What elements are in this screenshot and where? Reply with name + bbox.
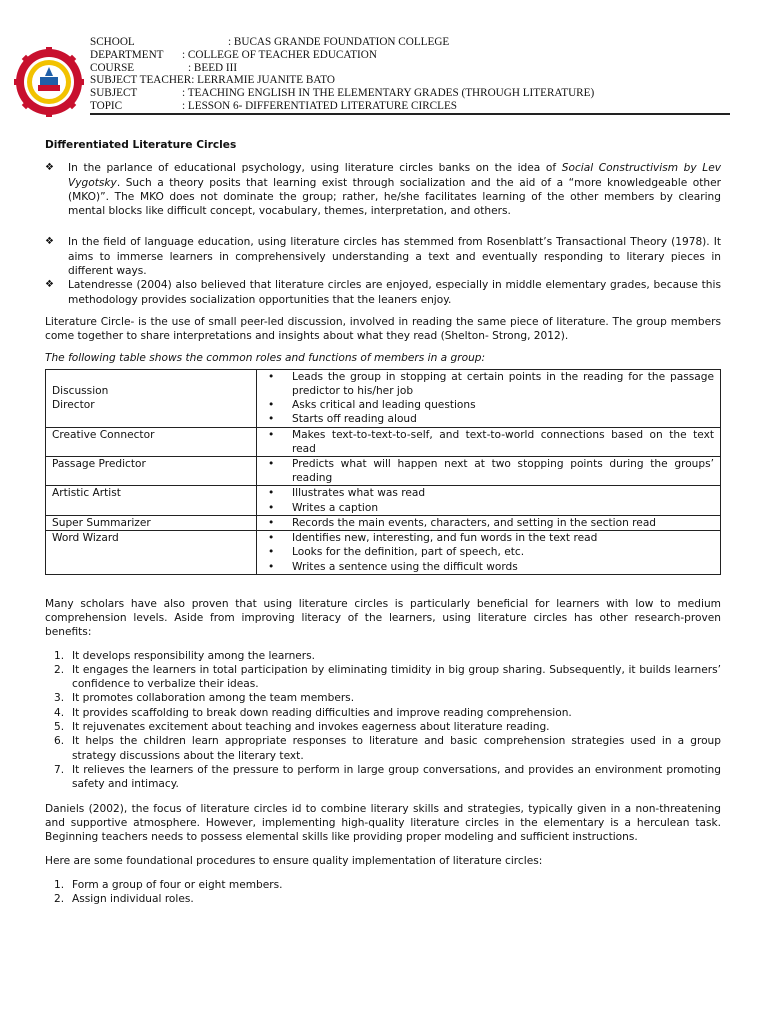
function-text: Looks for the definition, part of speech, etc. <box>292 546 525 559</box>
list-number: 2. <box>54 893 65 906</box>
functions-cell <box>257 369 721 427</box>
benefits-list <box>45 649 721 792</box>
definition-paragraph: Literature Circle- is the use of small peer-led discussion, involved in reading the same piece of literature. The group members come together to share interpretations and insights about what they read (Shelton- Strong, 2012). <box>45 315 721 343</box>
bullet-text: In the field of language education, using literature circles has stemmed from Rosenblatt’s Transactional Theory (1978). It aims to immerse learners in comprehensively understanding a text and eventually responding to literary pieces in different ways. <box>68 236 721 278</box>
function-item <box>265 531 714 545</box>
bullet-text: In the parlance of educational psychology, using literature circles banks on the idea of <box>68 162 562 175</box>
table-caption: The following table shows the common roles and functions of members in a group: <box>45 351 486 364</box>
list-item-text: It provides scaffolding to break down reading difficulties and improve reading comprehension. <box>72 706 572 719</box>
role-cell <box>46 369 257 427</box>
function-text: Starts off reading aloud <box>292 413 417 426</box>
benefits-intro: Many scholars have also proven that using literature circles is particularly beneficial for learners with low to medium comprehension levels. Aside from improving literacy of the learners, using literature circles has other research-proven benefits: <box>45 597 721 639</box>
document-body <box>45 138 721 906</box>
list-item-text: It helps the children learn appropriate responses to literature and basic comprehension strategies used in a group strategy discussions about the literary text. <box>72 735 721 762</box>
header-label: SUBJECT <box>90 87 138 100</box>
role-name: Word Wizard <box>52 532 119 545</box>
functions-cell <box>257 427 721 456</box>
function-item <box>265 398 714 412</box>
header-row-department <box>90 49 730 62</box>
header-row-school <box>90 36 730 49</box>
header-row-subject <box>90 87 730 100</box>
function-text: Writes a caption <box>292 501 379 514</box>
bullet-item <box>45 235 721 278</box>
procedures-intro: Here are some foundational procedures to ensure quality implementation of literature circles: <box>45 855 543 868</box>
list-item-text: Form a group of four or eight members. <box>72 878 283 891</box>
role-cell <box>46 427 257 456</box>
function-text: Leads the group in stopping at certain points in the reading for the passage predictor to his/her job <box>292 370 714 398</box>
list-item-text: It develops responsibility among the learners. <box>72 649 316 662</box>
diamond-bullet-icon: ❖ <box>45 279 54 291</box>
list-number: 2. <box>54 663 65 676</box>
header-label: COURSE <box>90 61 135 74</box>
function-text: Makes text-to-text-to-self, and text-to-world connections based on the text read <box>292 428 714 455</box>
diamond-bullet-icon: ❖ <box>45 162 54 174</box>
function-item <box>265 457 714 485</box>
list-item <box>45 720 721 734</box>
list-item-text: It rejuvenates excitement about teaching and invokes eagerness about literature reading. <box>72 721 550 734</box>
header-value: : LERRAMIE JUANITE BATO <box>191 74 335 87</box>
list-item-text: Assign individual roles. <box>72 893 194 906</box>
role-name: Passage Predictor <box>52 458 146 471</box>
functions-cell <box>257 531 721 575</box>
bullet-dot-icon: • <box>268 428 275 441</box>
bullet-text: Latendresse (2004) also believed that literature circles are enjoyed, especially in middle elementary grades, because this methodology provides socialization opportunities that the leaners enjoy. <box>68 279 721 306</box>
function-text: Illustrates what was read <box>292 487 426 500</box>
bullet-dot-icon: • <box>268 487 275 500</box>
list-number: 3. <box>54 692 65 705</box>
table-row <box>46 531 721 575</box>
header-value: : BUCAS GRANDE FOUNDATION COLLEGE <box>228 36 450 48</box>
list-item <box>45 706 721 720</box>
function-item <box>265 486 714 500</box>
list-item <box>45 763 721 792</box>
function-item <box>265 501 714 515</box>
bullet-dot-icon: • <box>268 560 275 573</box>
list-item <box>45 691 721 705</box>
diamond-bullet-icon: ❖ <box>45 236 54 248</box>
list-number: 1. <box>54 878 65 891</box>
list-number: 7. <box>54 763 65 776</box>
bullet-dot-icon: • <box>268 399 275 412</box>
list-number: 6. <box>54 735 65 748</box>
bullet-dot-icon: • <box>268 516 275 529</box>
table-row <box>46 427 721 456</box>
list-number: 5. <box>54 721 65 734</box>
header-label: SUBJECT TEACHER <box>90 74 192 87</box>
procedures-list <box>45 878 721 907</box>
table-row <box>46 486 721 515</box>
header-value: : LESSON 6- DIFFERENTIATED LITERATURE CIRCLES <box>182 99 458 112</box>
table-row <box>46 369 721 427</box>
role-cell <box>46 531 257 575</box>
function-text: Identifies new, interesting, and fun words in the text read <box>292 532 598 545</box>
section-heading: Differentiated Literature Circles <box>45 139 237 151</box>
list-number: 1. <box>54 649 65 662</box>
document-header <box>90 36 730 113</box>
bullet-dot-icon: • <box>268 532 275 545</box>
function-item <box>265 545 714 559</box>
functions-cell <box>257 515 721 530</box>
function-text: Writes a sentence using the difficult words <box>292 560 518 573</box>
function-item <box>265 370 714 398</box>
roles-table <box>45 369 721 575</box>
role-name: Artistic Artist <box>52 487 121 500</box>
functions-cell <box>257 457 721 486</box>
function-text: Asks critical and leading questions <box>292 399 476 412</box>
role-name: Creative Connector <box>52 428 155 441</box>
bullet-dot-icon: • <box>268 413 275 426</box>
daniels-paragraph: Daniels (2002), the focus of literature circles id to combine literary skills and strategies, typically given in a non-threatening and supportive atmosphere. However, implementing high-quality literature circles in the elementary is a herculean task. Beginning teachers needs to possess elemental skills like providing proper modeling and sufficient instructions. <box>45 802 721 844</box>
list-item-text: It engages the learners in total participation by eliminating timidity in big group sharing. Subsequently, it builds learners’ confidence to verbalize their ideas. <box>72 663 721 691</box>
function-item <box>265 516 714 530</box>
list-item <box>45 892 721 906</box>
school-seal-logo <box>14 47 84 117</box>
list-item-text: It relieves the learners of the pressure to perform in large group conversations, and provides an environment promoting safety and intimacy. <box>72 763 721 791</box>
list-number: 4. <box>54 706 65 719</box>
list-item <box>45 878 721 892</box>
list-item <box>45 734 721 763</box>
header-value: : TEACHING ENGLISH IN THE ELEMENTARY GRADES (THROUGH LITERATURE) <box>182 87 595 100</box>
functions-cell <box>257 486 721 515</box>
table-row <box>46 515 721 530</box>
header-row-course <box>90 62 730 75</box>
function-item <box>265 428 714 456</box>
bullet-item <box>45 161 721 218</box>
function-text: Records the main events, characters, and setting in the section read <box>292 516 657 529</box>
role-name: Discussion Director <box>52 385 109 412</box>
bullet-dot-icon: • <box>268 546 275 559</box>
header-row-subject-teacher <box>90 74 730 87</box>
role-cell <box>46 486 257 515</box>
header-label: SCHOOL <box>90 36 135 48</box>
header-label: DEPARTMENT <box>90 48 164 61</box>
bullet-item <box>45 278 721 307</box>
role-cell <box>46 515 257 530</box>
list-item <box>45 649 721 663</box>
header-divider <box>90 113 730 115</box>
bullet-dot-icon: • <box>268 501 275 514</box>
header-label: TOPIC <box>90 99 123 112</box>
function-item <box>265 412 714 426</box>
header-value: : BEED III <box>188 61 238 74</box>
bullet-dot-icon: • <box>268 458 275 471</box>
bullet-dot-icon: • <box>268 370 275 383</box>
table-row <box>46 457 721 486</box>
list-item-text: It promotes collaboration among the team members. <box>72 692 355 705</box>
emphasis-text: Social Constructivism by Lev Vygotsky <box>68 162 721 189</box>
bullet-text: . Such a theory posits that learning exist through socialization and the aid of a “more knowledgeable other (MKO)”. The MKO does not dominate the group; rather, he/she facilitates learning of the other members by clearing mental blocks like difficult concept, vocabulary, themes, interpretation, and others. <box>68 176 721 218</box>
list-item <box>45 663 721 692</box>
header-value: : COLLEGE OF TEACHER EDUCATION <box>182 48 377 61</box>
function-item <box>265 560 714 574</box>
header-row-topic <box>90 100 730 113</box>
role-name: Super Summarizer <box>52 516 151 529</box>
role-cell <box>46 457 257 486</box>
function-text: Predicts what will happen next at two stopping points during the groups’ reading <box>292 458 714 485</box>
